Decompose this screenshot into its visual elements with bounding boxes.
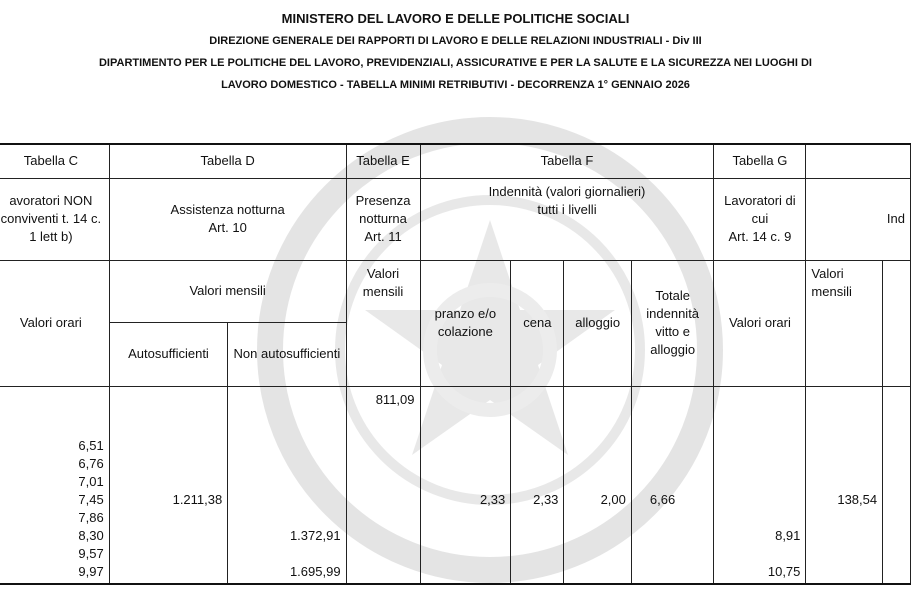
desc-g-line2: Art. 14 c. 9 (728, 229, 792, 244)
value-spacer (811, 563, 877, 581)
desc-g (714, 178, 806, 260)
value-spacer (516, 563, 558, 581)
value-d2-spacer (233, 545, 340, 563)
value-spacer (650, 545, 709, 563)
value-d1-spacer (115, 545, 223, 563)
value-d2: 1.695,99 (289, 564, 341, 579)
sub-g: Valori orari (714, 260, 806, 386)
value-c: 6,76 (78, 456, 104, 471)
desc-f-line2: tutti i livelli (537, 201, 597, 217)
value-c: 8,30 (78, 528, 104, 543)
values-g (714, 386, 806, 584)
value-g: 10,75 (767, 564, 801, 579)
row-values (0, 386, 911, 584)
values-f4 (631, 386, 714, 584)
value-spacer (569, 509, 625, 527)
value-f2: 2,33 (533, 492, 559, 507)
value-spacer (811, 527, 877, 545)
values-d-autosufficienti (109, 386, 228, 584)
value-spacer (426, 509, 506, 527)
value-c: 6,51 (78, 438, 104, 453)
sub-d-non-autosufficienti: Non autosufficienti (228, 322, 346, 386)
minimum-wage-table (0, 143, 911, 585)
value-d1: 1.211,38 (172, 492, 223, 507)
desc-d-line2: Art. 10 (208, 220, 247, 235)
sub-d-autosufficienti: Autosufficienti (109, 322, 228, 386)
values-f3 (564, 386, 631, 584)
desc-h: Ind (806, 178, 911, 260)
document-header (0, 8, 911, 96)
sub-f4: Totale indennità vitto e alloggio (631, 260, 714, 386)
sub-h: Valori mensili (806, 260, 883, 386)
header-department: DIPARTIMENTO PER LE POLITICHE DEL LAVORO, PREVIDENZIALI, ASSICURATIVE E PER LA SALUTE E LA SICUREZZA NEI LUOGHI DI (98, 57, 812, 69)
value-spacer (426, 527, 506, 545)
value-spacer (516, 527, 558, 545)
sub-f1: pranzo e/o colazione (420, 260, 511, 386)
values-c (0, 386, 109, 584)
values-d-non-autosufficienti (228, 386, 346, 584)
title-tabella-c: Tabella C (0, 144, 109, 178)
value-spacer (811, 545, 877, 563)
value-e: 811,09 (346, 386, 420, 584)
values-h-extra (883, 386, 911, 584)
desc-e: Presenza notturna Art. 11 (346, 178, 420, 260)
value-c: 9,97 (78, 564, 104, 579)
row-subheaders (0, 260, 911, 322)
header-ministry: MINISTERO DEL LAVORO E DELLE POLITICHE SOCIALI (281, 11, 630, 26)
desc-d (109, 178, 346, 260)
value-spacer (516, 545, 558, 563)
value-d2: 1.372,91 (289, 528, 341, 543)
value-spacer (650, 563, 709, 581)
title-tabella-e: Tabella E (346, 144, 420, 178)
values-h (806, 386, 883, 584)
title-tabella-g: Tabella G (714, 144, 806, 178)
values-f2 (511, 386, 564, 584)
wage-table-wrapper (0, 143, 911, 585)
value-f1: 2,33 (479, 492, 506, 507)
header-table-title: LAVORO DOMESTICO - TABELLA MINIMI RETRIBUTIVI - DECORRENZA 1° GENNAIO 2026 (221, 79, 690, 91)
desc-f (420, 178, 714, 260)
value-c: 7,45 (78, 492, 104, 507)
title-tabella-d: Tabella D (109, 144, 346, 178)
value-spacer (426, 563, 506, 581)
value-spacer (516, 509, 558, 527)
value-d1-spacer (115, 563, 223, 581)
value-h: 138,54 (837, 492, 878, 507)
value-spacer (569, 545, 625, 563)
value-d1-spacer (115, 509, 223, 527)
value-spacer (811, 509, 877, 527)
sub-h-extra (883, 260, 911, 386)
desc-c: avoratori NON conviventi t. 14 c. 1 lett b) (0, 178, 109, 260)
value-spacer (426, 545, 506, 563)
header-direction: DIREZIONE GENERALE DEI RAPPORTI DI LAVORO E DELLE RELAZIONI INDUSTRIALI - Div III (209, 35, 702, 47)
value-spacer (719, 545, 800, 563)
row-table-titles (0, 144, 911, 178)
value-d1-spacer (115, 527, 223, 545)
values-f1 (420, 386, 511, 584)
value-c: 9,57 (78, 546, 104, 561)
sub-f2: cena (511, 260, 564, 386)
value-spacer (650, 509, 709, 527)
sub-d: Valori mensili (109, 260, 346, 322)
value-c: 7,01 (78, 474, 104, 489)
desc-f-line1: Indennità (valori giornalieri) (488, 183, 646, 199)
value-spacer (569, 563, 625, 581)
value-g: 8,91 (775, 528, 801, 543)
value-f4: 6,66 (649, 492, 676, 507)
row-descriptions (0, 178, 911, 260)
sub-c: Valori orari (0, 260, 109, 386)
value-spacer (650, 527, 709, 545)
sub-e: Valori mensili (346, 260, 420, 386)
value-c: 7,86 (78, 510, 104, 525)
title-tabella-f: Tabella F (420, 144, 714, 178)
desc-d-line1: Assistenza notturna (170, 202, 285, 217)
desc-g-line1: Lavoratori di cui (724, 193, 796, 226)
value-f3: 2,00 (600, 492, 626, 507)
sub-f3: alloggio (564, 260, 631, 386)
title-tabella-h (806, 144, 911, 178)
value-spacer (569, 527, 625, 545)
